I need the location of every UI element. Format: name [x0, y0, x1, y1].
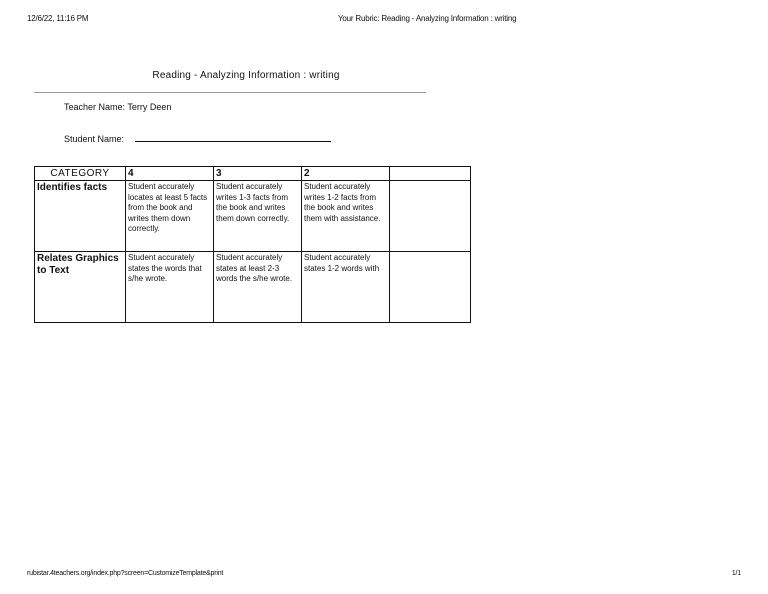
row-category: Relates Graphics to Text: [35, 252, 126, 323]
header-score-3: 3: [214, 167, 302, 181]
title-divider: [34, 92, 426, 93]
table-row: [35, 181, 471, 252]
rubric-cell: Student accurately locates at least 5 facts from the book and writes them down correctly.: [126, 181, 214, 252]
rubric-cell: [390, 181, 471, 252]
header-score-blank: [390, 167, 471, 181]
rubric-cell: Student accurately states at least 2-3 words the s/he wrote.: [214, 252, 302, 323]
header-score-2: 2: [302, 167, 390, 181]
teacher-name: Teacher Name: Terry Deen: [64, 102, 172, 112]
print-page-number: 1/1: [731, 570, 741, 577]
rubric-cell: Student accurately writes 1-3 facts from the book and writes them down correctly.: [214, 181, 302, 252]
rubric-cell: Student accurately states 1-2 words with: [302, 252, 390, 323]
table-row: [35, 252, 471, 323]
student-name-blank: [135, 133, 331, 142]
header-score-4: 4: [126, 167, 214, 181]
student-name-row: [64, 133, 331, 144]
print-datetime: 12/6/22, 11:16 PM: [27, 14, 89, 23]
student-name-label: Student Name:: [64, 134, 125, 144]
rubric-table: [34, 166, 471, 323]
rubric-header-row: [35, 167, 471, 181]
header-category: CATEGORY: [35, 167, 126, 181]
print-page-title: Your Rubric: Reading - Analyzing Information : writing: [338, 14, 517, 23]
rubric-cell: Student accurately states the words that s/he wrote.: [126, 252, 214, 323]
row-category: Identifies facts: [35, 181, 126, 252]
print-url: rubistar.4teachers.org/index.php?screen=CustomizeTemplate&print: [27, 570, 224, 577]
rubric-cell: Student accurately writes 1-2 facts from the book and writes them with assistance.: [302, 181, 390, 252]
rubric-cell: [390, 252, 471, 323]
rubric-title: Reading - Analyzing Information : writing: [152, 70, 340, 81]
